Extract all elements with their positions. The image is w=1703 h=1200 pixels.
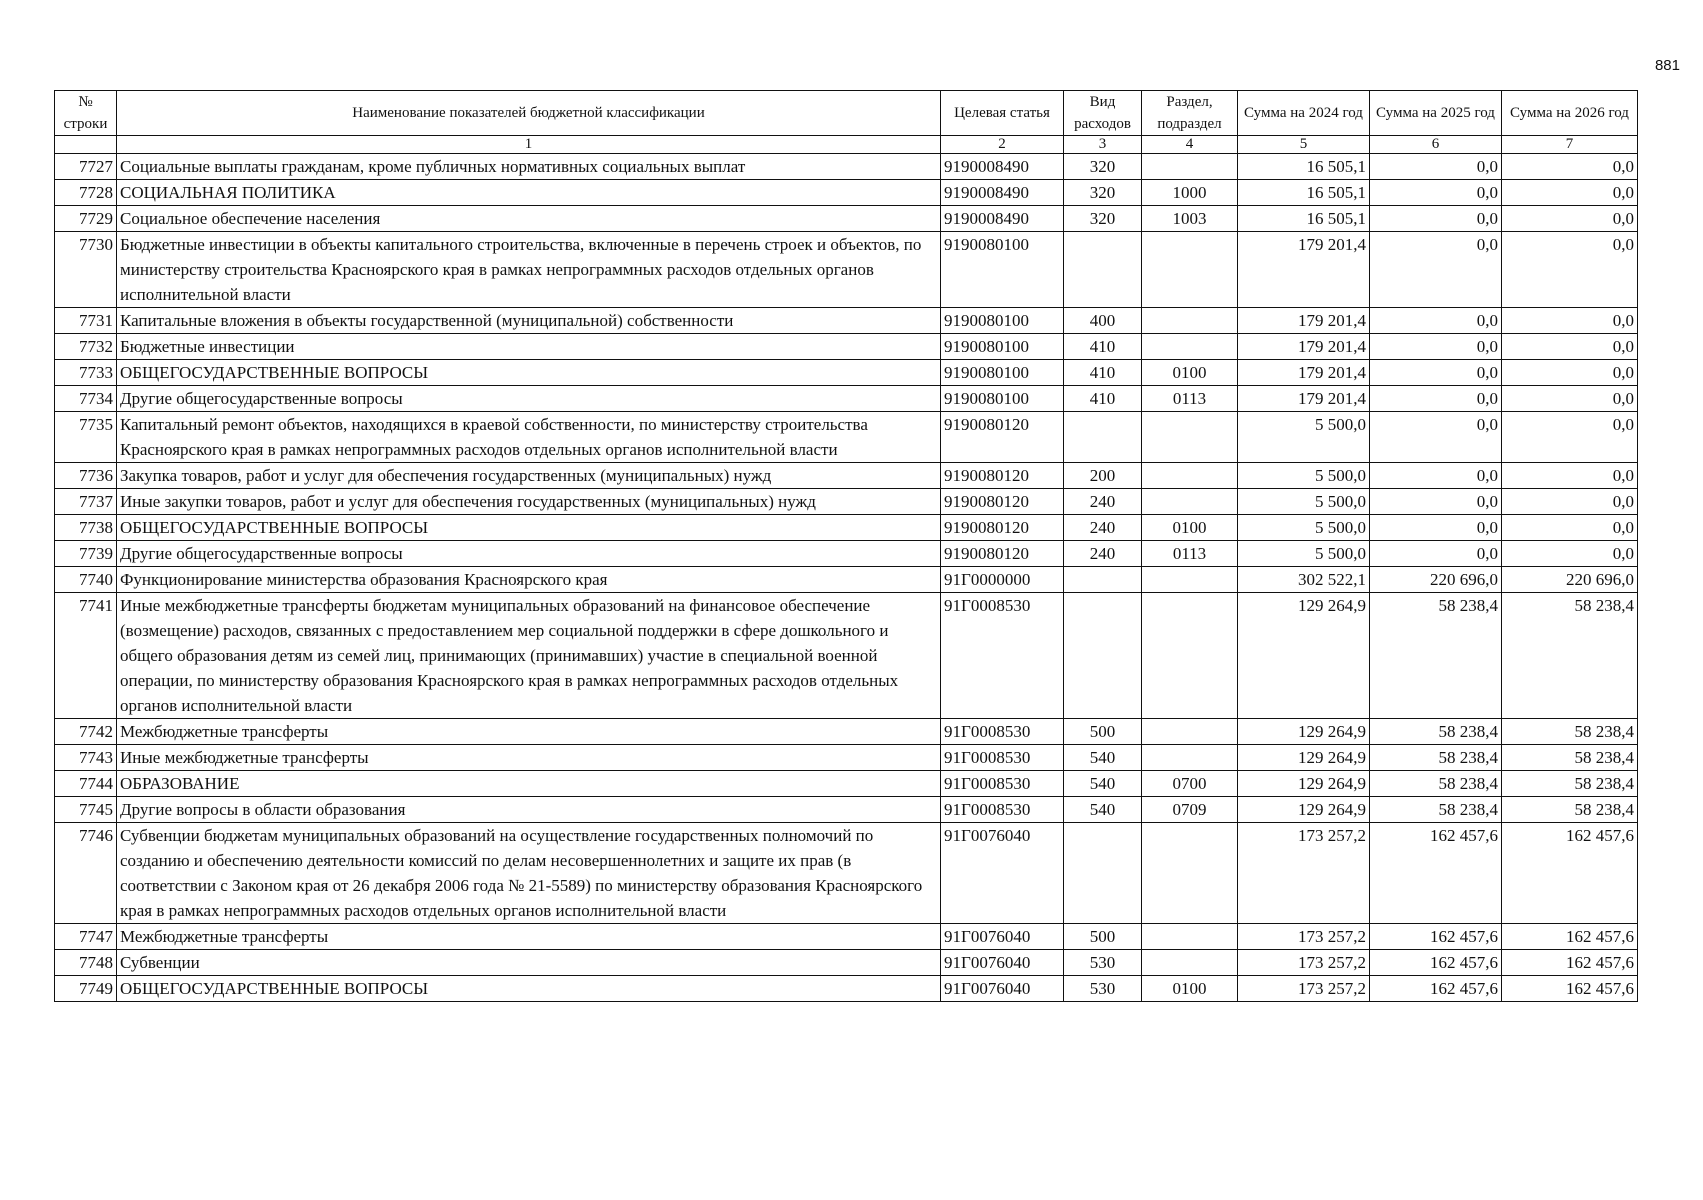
row-sum-2024: 129 264,9 — [1238, 719, 1370, 745]
row-vid: 540 — [1064, 797, 1142, 823]
row-target-code: 91Г0008530 — [941, 797, 1064, 823]
row-sum-2024: 173 257,2 — [1238, 823, 1370, 924]
table-row — [55, 412, 1638, 463]
row-razdel — [1142, 719, 1238, 745]
row-vid: 400 — [1064, 308, 1142, 334]
row-target-code: 9190080100 — [941, 360, 1064, 386]
row-sum-2026: 162 457,6 — [1502, 924, 1638, 950]
row-number: 7748 — [55, 950, 117, 976]
row-sum-2025: 0,0 — [1370, 180, 1502, 206]
row-name: Другие вопросы в области образования — [117, 797, 941, 823]
column-number: 3 — [1064, 136, 1142, 154]
table-row — [55, 180, 1638, 206]
row-sum-2026: 0,0 — [1502, 180, 1638, 206]
row-sum-2026: 0,0 — [1502, 308, 1638, 334]
row-sum-2025: 0,0 — [1370, 412, 1502, 463]
row-vid: 240 — [1064, 541, 1142, 567]
row-sum-2024: 5 500,0 — [1238, 515, 1370, 541]
column-number: 4 — [1142, 136, 1238, 154]
row-target-code: 9190008490 — [941, 206, 1064, 232]
row-target-code: 91Г0008530 — [941, 771, 1064, 797]
table-row — [55, 386, 1638, 412]
row-sum-2025: 220 696,0 — [1370, 567, 1502, 593]
row-vid — [1064, 412, 1142, 463]
table-row — [55, 976, 1638, 1002]
row-name: Капитальный ремонт объектов, находящихся в краевой собственности, по министерству строительства Красноярского края в рамках непрограммных расходов отдельных органов исполнительной власти — [117, 412, 941, 463]
row-sum-2025: 58 238,4 — [1370, 771, 1502, 797]
row-sum-2024: 129 264,9 — [1238, 771, 1370, 797]
row-sum-2026: 162 457,6 — [1502, 976, 1638, 1002]
row-number: 7747 — [55, 924, 117, 950]
row-sum-2026: 0,0 — [1502, 360, 1638, 386]
row-razdel: 1003 — [1142, 206, 1238, 232]
column-numbers-row — [55, 136, 1638, 154]
row-razdel: 0113 — [1142, 386, 1238, 412]
row-sum-2025: 58 238,4 — [1370, 797, 1502, 823]
table-row — [55, 567, 1638, 593]
row-razdel — [1142, 463, 1238, 489]
row-sum-2025: 0,0 — [1370, 154, 1502, 180]
row-vid — [1064, 567, 1142, 593]
row-target-code: 9190080120 — [941, 515, 1064, 541]
row-number: 7735 — [55, 412, 117, 463]
row-sum-2026: 162 457,6 — [1502, 823, 1638, 924]
row-razdel — [1142, 308, 1238, 334]
row-razdel — [1142, 412, 1238, 463]
row-vid: 240 — [1064, 515, 1142, 541]
row-target-code: 91Г0076040 — [941, 924, 1064, 950]
row-sum-2025: 58 238,4 — [1370, 719, 1502, 745]
header-row — [55, 91, 1638, 136]
row-target-code: 9190080120 — [941, 412, 1064, 463]
row-sum-2026: 0,0 — [1502, 232, 1638, 308]
row-name: Иные закупки товаров, работ и услуг для обеспечения государственных (муниципальных) нужд — [117, 489, 941, 515]
row-sum-2026: 0,0 — [1502, 489, 1638, 515]
header-sum-2026: Сумма на 2026 год — [1502, 91, 1638, 136]
row-sum-2026: 220 696,0 — [1502, 567, 1638, 593]
row-number: 7730 — [55, 232, 117, 308]
row-sum-2026: 58 238,4 — [1502, 593, 1638, 719]
row-name: Бюджетные инвестиции в объекты капитального строительства, включенные в перечень строек и объектов, по министерству строительства Красноярского края в рамках непрограммных расходов отдельных органов исполнительной власти — [117, 232, 941, 308]
row-sum-2025: 162 457,6 — [1370, 924, 1502, 950]
row-name: Субвенции — [117, 950, 941, 976]
row-razdel: 0100 — [1142, 360, 1238, 386]
table-row — [55, 745, 1638, 771]
row-vid: 320 — [1064, 180, 1142, 206]
row-target-code: 91Г0008530 — [941, 593, 1064, 719]
row-vid — [1064, 593, 1142, 719]
table-row — [55, 541, 1638, 567]
table-row — [55, 823, 1638, 924]
row-name: Другие общегосударственные вопросы — [117, 386, 941, 412]
row-sum-2025: 58 238,4 — [1370, 745, 1502, 771]
row-sum-2025: 0,0 — [1370, 360, 1502, 386]
row-name: Иные межбюджетные трансферты бюджетам муниципальных образований на финансовое обеспечение (возмещение) расходов, связанных с предоставлением мер социальной поддержки в сфере дошкольного и общего образования детям из семей лиц, принимающих (принимавших) участие в специальной военной операции, по министерству образования Красноярского края в рамках непрограммных расходов отдельных органов исполнительной власти — [117, 593, 941, 719]
row-razdel — [1142, 950, 1238, 976]
table-row — [55, 515, 1638, 541]
row-vid: 410 — [1064, 334, 1142, 360]
row-sum-2026: 0,0 — [1502, 206, 1638, 232]
row-name: СОЦИАЛЬНАЯ ПОЛИТИКА — [117, 180, 941, 206]
row-vid: 320 — [1064, 154, 1142, 180]
table-row — [55, 489, 1638, 515]
row-sum-2026: 58 238,4 — [1502, 797, 1638, 823]
row-sum-2025: 0,0 — [1370, 232, 1502, 308]
row-number: 7745 — [55, 797, 117, 823]
row-vid: 320 — [1064, 206, 1142, 232]
row-target-code: 9190008490 — [941, 180, 1064, 206]
row-sum-2025: 0,0 — [1370, 515, 1502, 541]
row-sum-2024: 179 201,4 — [1238, 232, 1370, 308]
page-number: 881 — [1654, 57, 1680, 74]
row-sum-2024: 5 500,0 — [1238, 463, 1370, 489]
row-sum-2024: 16 505,1 — [1238, 206, 1370, 232]
row-sum-2024: 16 505,1 — [1238, 154, 1370, 180]
row-number: 7740 — [55, 567, 117, 593]
row-razdel — [1142, 334, 1238, 360]
row-sum-2025: 0,0 — [1370, 334, 1502, 360]
row-target-code: 9190080100 — [941, 308, 1064, 334]
row-name: Межбюджетные трансферты — [117, 719, 941, 745]
row-name: Межбюджетные трансферты — [117, 924, 941, 950]
row-number: 7742 — [55, 719, 117, 745]
row-razdel: 1000 — [1142, 180, 1238, 206]
table-row — [55, 154, 1638, 180]
table-row — [55, 308, 1638, 334]
table-row — [55, 360, 1638, 386]
row-vid: 530 — [1064, 950, 1142, 976]
row-sum-2025: 58 238,4 — [1370, 593, 1502, 719]
row-sum-2024: 179 201,4 — [1238, 308, 1370, 334]
row-target-code: 9190080120 — [941, 541, 1064, 567]
row-razdel — [1142, 924, 1238, 950]
table-row — [55, 334, 1638, 360]
row-target-code: 91Г0076040 — [941, 823, 1064, 924]
row-name: ОБЩЕГОСУДАРСТВЕННЫЕ ВОПРОСЫ — [117, 360, 941, 386]
row-number: 7734 — [55, 386, 117, 412]
row-sum-2026: 58 238,4 — [1502, 719, 1638, 745]
row-sum-2025: 0,0 — [1370, 541, 1502, 567]
row-target-code: 9190080100 — [941, 386, 1064, 412]
header-name: Наименование показателей бюджетной классификации — [117, 91, 941, 136]
row-vid: 540 — [1064, 745, 1142, 771]
header-target: Целевая статья — [941, 91, 1064, 136]
row-target-code: 9190080120 — [941, 463, 1064, 489]
row-sum-2024: 179 201,4 — [1238, 334, 1370, 360]
row-sum-2026: 0,0 — [1502, 334, 1638, 360]
column-number — [55, 136, 117, 154]
row-name: ОБЩЕГОСУДАРСТВЕННЫЕ ВОПРОСЫ — [117, 976, 941, 1002]
row-vid: 200 — [1064, 463, 1142, 489]
row-number: 7733 — [55, 360, 117, 386]
header-row-no: № строки — [55, 91, 117, 136]
row-sum-2025: 162 457,6 — [1370, 823, 1502, 924]
row-name: Капитальные вложения в объекты государственной (муниципальной) собственности — [117, 308, 941, 334]
row-sum-2026: 162 457,6 — [1502, 950, 1638, 976]
row-razdel: 0709 — [1142, 797, 1238, 823]
row-target-code: 91Г0008530 — [941, 719, 1064, 745]
row-sum-2024: 5 500,0 — [1238, 541, 1370, 567]
row-name: Другие общегосударственные вопросы — [117, 541, 941, 567]
row-razdel: 0100 — [1142, 515, 1238, 541]
row-sum-2024: 173 257,2 — [1238, 924, 1370, 950]
row-sum-2024: 129 264,9 — [1238, 797, 1370, 823]
row-razdel — [1142, 489, 1238, 515]
row-target-code: 9190080120 — [941, 489, 1064, 515]
header-sum-2024: Сумма на 2024 год — [1238, 91, 1370, 136]
row-target-code: 9190008490 — [941, 154, 1064, 180]
row-razdel — [1142, 154, 1238, 180]
row-vid: 410 — [1064, 386, 1142, 412]
row-name: Иные межбюджетные трансферты — [117, 745, 941, 771]
row-name: Закупка товаров, работ и услуг для обеспечения государственных (муниципальных) нужд — [117, 463, 941, 489]
row-target-code: 9190080100 — [941, 334, 1064, 360]
row-name: ОБЩЕГОСУДАРСТВЕННЫЕ ВОПРОСЫ — [117, 515, 941, 541]
row-number: 7738 — [55, 515, 117, 541]
row-number: 7737 — [55, 489, 117, 515]
row-sum-2026: 0,0 — [1502, 515, 1638, 541]
row-vid — [1064, 232, 1142, 308]
row-sum-2026: 0,0 — [1502, 386, 1638, 412]
table-row — [55, 950, 1638, 976]
table-row — [55, 797, 1638, 823]
row-vid: 530 — [1064, 976, 1142, 1002]
row-vid: 500 — [1064, 719, 1142, 745]
row-razdel — [1142, 823, 1238, 924]
row-name: Субвенции бюджетам муниципальных образований на осуществление государственных полномочий по созданию и обеспечению деятельности комиссий по делам несовершеннолетних и защите их прав (в соответствии с Законом края от 26 декабря 2006 года № 21-5589) по министерству образования Красноярского края в рамках непрограммных расходов отдельных органов исполнительной власти — [117, 823, 941, 924]
row-target-code: 9190080100 — [941, 232, 1064, 308]
column-number: 2 — [941, 136, 1064, 154]
row-number: 7739 — [55, 541, 117, 567]
budget-table — [54, 90, 1638, 1002]
row-name: Социальные выплаты гражданам, кроме публичных нормативных социальных выплат — [117, 154, 941, 180]
row-sum-2024: 5 500,0 — [1238, 412, 1370, 463]
row-sum-2026: 0,0 — [1502, 412, 1638, 463]
header-sum-2025: Сумма на 2025 год — [1370, 91, 1502, 136]
row-razdel: 0100 — [1142, 976, 1238, 1002]
row-sum-2024: 16 505,1 — [1238, 180, 1370, 206]
row-razdel — [1142, 745, 1238, 771]
row-sum-2025: 0,0 — [1370, 463, 1502, 489]
row-vid: 410 — [1064, 360, 1142, 386]
row-number: 7729 — [55, 206, 117, 232]
row-sum-2026: 0,0 — [1502, 154, 1638, 180]
row-sum-2024: 173 257,2 — [1238, 950, 1370, 976]
row-name: Бюджетные инвестиции — [117, 334, 941, 360]
table-row — [55, 924, 1638, 950]
row-sum-2026: 0,0 — [1502, 541, 1638, 567]
row-razdel: 0113 — [1142, 541, 1238, 567]
row-target-code: 91Г0008530 — [941, 745, 1064, 771]
row-sum-2026: 0,0 — [1502, 463, 1638, 489]
row-sum-2024: 129 264,9 — [1238, 593, 1370, 719]
table-row — [55, 771, 1638, 797]
table-row — [55, 719, 1638, 745]
row-sum-2025: 0,0 — [1370, 386, 1502, 412]
row-number: 7749 — [55, 976, 117, 1002]
row-number: 7727 — [55, 154, 117, 180]
row-name: Социальное обеспечение населения — [117, 206, 941, 232]
table-row — [55, 232, 1638, 308]
row-sum-2024: 179 201,4 — [1238, 386, 1370, 412]
row-sum-2025: 162 457,6 — [1370, 976, 1502, 1002]
table-body — [55, 154, 1638, 1002]
column-number: 5 — [1238, 136, 1370, 154]
row-sum-2024: 5 500,0 — [1238, 489, 1370, 515]
row-sum-2024: 173 257,2 — [1238, 976, 1370, 1002]
row-number: 7743 — [55, 745, 117, 771]
header-vid: Вид расходов — [1064, 91, 1142, 136]
row-name: Функционирование министерства образования Красноярского края — [117, 567, 941, 593]
row-sum-2025: 0,0 — [1370, 308, 1502, 334]
row-razdel — [1142, 232, 1238, 308]
row-target-code: 91Г0000000 — [941, 567, 1064, 593]
row-target-code: 91Г0076040 — [941, 976, 1064, 1002]
row-number: 7731 — [55, 308, 117, 334]
row-number: 7741 — [55, 593, 117, 719]
table-row — [55, 206, 1638, 232]
row-sum-2025: 0,0 — [1370, 206, 1502, 232]
row-number: 7732 — [55, 334, 117, 360]
column-number: 6 — [1370, 136, 1502, 154]
row-target-code: 91Г0076040 — [941, 950, 1064, 976]
row-sum-2026: 58 238,4 — [1502, 745, 1638, 771]
row-sum-2025: 0,0 — [1370, 489, 1502, 515]
row-vid — [1064, 823, 1142, 924]
row-number: 7744 — [55, 771, 117, 797]
row-sum-2026: 58 238,4 — [1502, 771, 1638, 797]
row-razdel — [1142, 593, 1238, 719]
header-razdel: Раздел, подраздел — [1142, 91, 1238, 136]
table-row — [55, 463, 1638, 489]
row-number: 7728 — [55, 180, 117, 206]
row-number: 7746 — [55, 823, 117, 924]
row-razdel: 0700 — [1142, 771, 1238, 797]
row-razdel — [1142, 567, 1238, 593]
column-number: 1 — [117, 136, 941, 154]
row-name: ОБРАЗОВАНИЕ — [117, 771, 941, 797]
row-vid: 500 — [1064, 924, 1142, 950]
row-sum-2025: 162 457,6 — [1370, 950, 1502, 976]
row-sum-2024: 179 201,4 — [1238, 360, 1370, 386]
row-sum-2024: 302 522,1 — [1238, 567, 1370, 593]
row-vid: 240 — [1064, 489, 1142, 515]
column-number: 7 — [1502, 136, 1638, 154]
row-sum-2024: 129 264,9 — [1238, 745, 1370, 771]
table-row — [55, 593, 1638, 719]
row-vid: 540 — [1064, 771, 1142, 797]
row-number: 7736 — [55, 463, 117, 489]
